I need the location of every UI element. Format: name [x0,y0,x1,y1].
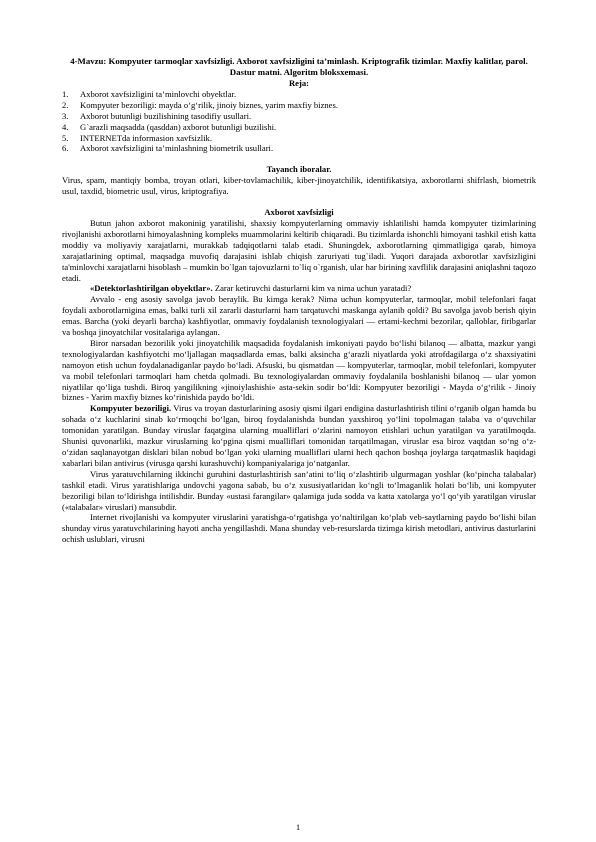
plan-item: 5. INTERNETda informasion xavfsizlik. [62,132,212,143]
paragraph: «Detektorlashtirilgan obyektlar». Zarar ketiruvchi dasturlarni kim va nima uchun yaratadi? [90,283,412,294]
section-heading: Axborot xavfsizligi [264,207,334,218]
paragraph: Biror narsadan bezorilik yoki jinoyatchilik maqsadida foydalanish imkoniyati paydo bo‘lishi bilanoq — albatta, mazkur yangi texnologiyalardan kashfiyotchi mo‘ljallagan maqsadlarda emas, balki aksincha g‘arazli niyatlarda yoki atrofdagilarga o‘z shaxsiyatini namoyon etish uchun foydalanadiganlar paydo bo‘ladi. Afsuski, bu qismatdan — kompyuterlar, tarmoqlar, mobil telefonlari, kompyuter va mobil telefonlari tarmoqlari ham chetda qolmadi. Bu texnologiyalardan ommaviy foydalanila boshlanishi bilanoq — ular yomon niyatlilar qo‘liga tushdi. Biroq yangilikning «jinoiylashishi» asta-sekin sodir bo‘ldi: Kompyuter bezoriligi - Mayda o‘g‘rilik - Jinoiy biznes - Yarim maxfiy biznes ko‘rinishida paydo bo‘ldi. [62,337,536,403]
paragraph: Avvalo - eng asosiy savolga javob beraylik. Bu kimga kerak? Nima uchun kompyuterlar, tarmoqlar, mobil telefonlari faqat foydali axborotlarnigina emas, balki turli xil zararli dasturlarni ham tarqatuvchi maskanga aylanib qoldi? Bu savolga javob berish qiyin emas. Barcha (yoki deyarli barcha) kashfiyotlar, ommaviy foydalanish texnologiyalari — ertami-kechmi bezorilar, qalloblar, firibgarlar va boshqa jinoyatchilar vositalariga aylangan. [62,294,536,338]
plan-item: 2. Kompyuter bezoriligi: mayda o‘g‘rilik, jinoiy biznes, yarim maxfiy biznes. [62,99,338,110]
plan-item: 4. G`arazli maqsadda (qasddan) axborot butunligi buzilishi. [62,121,277,132]
plan-item: 1. Axborot xavfsizligini ta’minlovchi obyektlar. [62,88,237,99]
paragraph: Kompyuter bezoriligi. Virus va troyan dasturlarining asosiy qismi ilgari endigina dasturlashtirish tilini o‘rganib olgan hamda bu sohada o‘z kuchlarini sinab ko‘rmoqchi bo‘lgan, biroq foydalanishda bundan yaxshiroq yo‘lini topolmagan talaba va o‘quvchilar tomonidan yaratilgan. Bunday viruslar faqatgina ularning mualliflari o‘zlarini namoyon etishlari uchun yaratilgan va yaratilmoqda. Shunisi quvonarliki, mazkur viruslarning ko‘pgina qismi mualliflari tomonidan tarqatilmagan, viruslar esa biroz vaqtdan so‘ng o‘z-o‘zidan saqlanayotgan disklari bilan nobud bo‘lgan yoki ularning mualliflari ularni hech qachon boshqa joylarga tarqatmaslik haqidagi xabarlari bilan antivirus (virusga qarshi kurashuvchi) kompaniyalariga jo‘natganlar. [62,403,536,468]
paragraph: Virus yaratuvchilarning ikkinchi guruhini dasturlashtirish san’atini to‘liq o‘zlashtirib ulgurmagan yoshlar (ko‘pincha talabalar) tashkil etadi. Virus yaratishlariga undovchi yagona sabab, bu o‘z xususiyatlaridan ko‘ngli to‘lmaganlik holati bo‘lib, uni kompyuter bezoriligi bilan to‘ldirishga intilishdir. Bunday «ustasi farangilar» qalamiga juda sodda va katta xatolarga yo‘l qo‘yib yaratilgan viruslar («talabalar» viruslari) mansubdir. [62,468,536,512]
plan-item: 6. Axborot xavfsizligini ta’minlashning biometrik usullari. [62,143,274,154]
page-title: 4-Mavzu: Kompyuter tarmoqlar xavfsizligi. Axborot xavfsizligini ta’minlash. Kriptografik tizimlar. Maxfiy kalitlar, parol. Dastur matni. Algoritm bloksxemasi. [70,56,528,77]
document-page [62,56,536,545]
paragraph: Internet rivojlanishi va kompyuter viruslarini yaratishga-o‘rgatishga yo‘naltirilgan ko‘plab veb-saytlarning paydo bo‘lishi bilan shunday virus yaratuvchilarining hayoti ancha yengillashdi. Mana shunday veb-resurslarda tizimga kirish metodlari, antivirus dasturlarini ochish uslublari, virusni [62,512,536,545]
page-number: 1 [295,822,301,832]
keywords-heading: Tayanch iboralar. [266,164,332,175]
plan-heading: Reja: [288,78,310,88]
keywords-text: Virus, spam, mantiqiy bomba, troyan otlari, kiber-tovlamachilik, kiber-jinoyatchilik, identifikatsiya, axborotlarni shifrlash, biometrik usul, taxdid, biometric usul, virus, kriptografiya. [62,175,536,197]
bold-lead: «Detektorlashtirilgan obyektlar». [90,283,213,294]
paragraph: Butun jahon axborot makoninig yaratilishi, shaxsiy kompyuterlarning ommaviy ishlatilishi hamda kompyuter tizimlarining rivojlanishi axborotlarni himoyalashning kompleks muammolarini keltirib chiqaradi. Bu tizimlarda ishonchli himoyani tashkil etish katta moddiy va moliyaviy xarajatlarni, murakkab tadqiqotlarni talab etadi. Shuningdek, axborotlarning qimmatligiga qarab, himoya xarajatlarining optimal, maqsadga muvofiq darajasini ishlab chiqish zaruriyati tug`iladi. Yuqori darajada axborotlar xavfsizligini ta'minlovchi xarajatlarni hisoblash – mumkin bo`lgan tajovuzlarni to`liq o`rganish, ular har birining xavflilik darajasini aniqlashni taqozo etadi. [62,217,536,283]
plan-list [62,89,536,154]
bold-lead: Kompyuter bezoriligi. [90,403,172,414]
plan-item: 3. Axborot butunligi buzilishining tasodifiy usullari. [62,110,252,121]
